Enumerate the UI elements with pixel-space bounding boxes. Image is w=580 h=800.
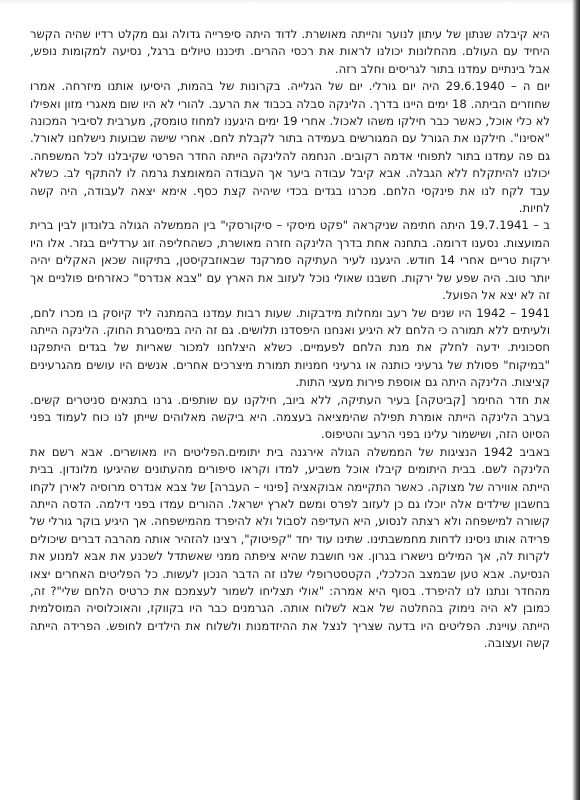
paragraph-1: היא קיבלה שנתון של עיתון לנוער והייתה מאושרת. לדוד היתה סיפרייה גדולה וגם מקלט רדיו שהיה הקשר היחיד עם העולם. מהחלונות יכולנו לראות את רכסי ההרים. תיכננו טיולים ברגל, נסיעה למקומות נופש, אבל בינתיים עמדנו בתור לגריסים וחלב רזה. [30,27,550,76]
paragraph-4: 1941 – 1942 היו שנים של רעב ומחלות מידבקות. שעות רבות עמדנו בהמתנה ליד קיוסק בו מכרו לחם, ולעיתים ללא תמורה כי הלחם לא היגיע ואנחנו היפסדנו תלושים. גם זה היה במיסגרת החוק. הלינקה הייתה חסכונית. ידעה לחלק את מנת הלחם לפעמיים. כשלא היצלחנו למכור שאריות של בגדים היתפקנו "במיקוח" פסולת של גרעיני כותנה או גרעיני חמניות תמורת מיצרכים אחרים. אנשים היו עושים מהגרעינים קציצות. הלינקה היתה גם אוספת פירות מעצי התות. [30,305,550,390]
paragraph-5: את חדר החימר [קביטקה] בעיר העתיקה, ללא ביוב, חילקנו עם שותפים. גרנו בתנאים סניטרים קשים. בערב הלינקה הייתה אומרת תפילה שהימציאה בעצמה. היא ביקשה מאלוהים שייתן לנו כוח לעמוד בפני הסיוט הזה, ושישמור עלינו בפני הרעב והטיפוס. [30,392,550,442]
paragraph-2: יום ה – 29.6.1940 היה יום גורלי. יום של הגלייה. בקרונות של בהמות, היסיעו אותנו מיזרחה. אמרו שחוזרים הביתה. 18 ימים היינו בדרך. הלינקה סבלה בכבוד את הרעב. להורי לא היו שום מאגרי מזון ואפילו לא כלי אוכל, כאשר כבר חילקו משהו לאכול. אחרי 19 ימים היגענו למחוז טומסק, מערבית לסיביר המכונה "אסינו". חילקנו את הגורל עם המגורשים בעמידה בתור לקבלת לחם. אחרי שישה שבועות נישלחנו לאורל. גם פה עמדנו בתור לתפוחי אדמה רקובים. הנחמה להלינקה הייתה החדר הפרטי שקיבלנו לכל המשפחה. יכולנו להיתקלח ללא הגבלה. אבא קיבל עבודה ביער אך העבודה המאומצת גרמה לו להתקף לב. כשלא עבד לקח לנו את פינקסי הלחם. מכרנו בגדים בכדי שיהיה קצת כסף. אימא יצאה לעבודה, היה קשה לחיות. [30,79,551,216]
scan-top-shadow [0,0,580,4]
paragraph-3: ב – 19.7.1941 היתה חתימה שניקראה "פקט מיסקי – סיקורסקי" בין הממשלה הגולה בלונדון לבין ברית המועצות. נסענו דרומה. בתחנה אחת בדרך הלינקה חזרה מאושרת, כשהחליפה זוג ערדליים בגזר. אלו היו ירקות טריים אחרי 14 חודש. היגענו לעיר העתיקה סמרקנד שבאוזבקיסטן, בתיקווה שכאן האקלים יהיה יותר טוב. היה שפע של ירקות. חשבנו שאולי נוכל לעזוב את הארץ עם "צבא אנדרס" כאזרחים פולניים אך זה לא יצא אל הפועל. [30,218,551,303]
scan-right-edge [572,0,580,800]
paragraph-6: באביב 1942 הנציגות של הממשלה הגולה אירגנה בית יתומים.הפליטים היו מאושרים. אבא רשם את הלינקה לשם. בבית היתומים קיבלו אוכל משביע, למדו וקראו סיפורים מהעתונים שהיגיעו מלונדון. בבית הייתה אווירה של מצוקה. כאשר התקיימה אבוקאציה [פינוי – העברה] של צבא אנדרס מרוסיה לאירן לקחו בחשבון שילדים אלה יוכלו גם כן לעזוב לפרס ומשם לארץ ישראל. ההורים עמדו בפני דילמה. הדסה הייתה קשורה למישפחה ולא רצתה לנסוע, היא העדיפה לסבול ולא להיפרד מהמישפחה. אך היגיע בוקר גורלי של פרידה אותו ניסינו לדחות מחמשבתינו. שתינו עוד יחד "קפיטוק", רצינו להזהיר אותה מהרבה דברים שיכולים לקרות לה, אך המילים נישארו בגרון. אני חושבת שהיא ציפתה ממני שאשתדל לשכנע את אבא למנוע את הנסיעה. אבא טען שבמצב הכלכלי, הקטסטרופלי שלנו זה הדבר הנכון לעשות. כל הפליטים האחרים יצאו מהחדר ונתנו לנו להיפרד. בסוף היא אמרה: "אולי תצליחו לשמור לעצמכם את כרטיס הלחם שלי"? זה, כמובן לא היה נימוק בהחלטה של אבא לשלוח אותה. הגרמנים כבר היו בקווקז, והאוכלוסיה המוסלמית הייתה עויינת. הפליטים היו בדעה שצריך לנצל את ההיזדמנות ולשלוח את הילדים לחופש. הפרידה הייתה קשה ועצובה. [30,444,551,651]
